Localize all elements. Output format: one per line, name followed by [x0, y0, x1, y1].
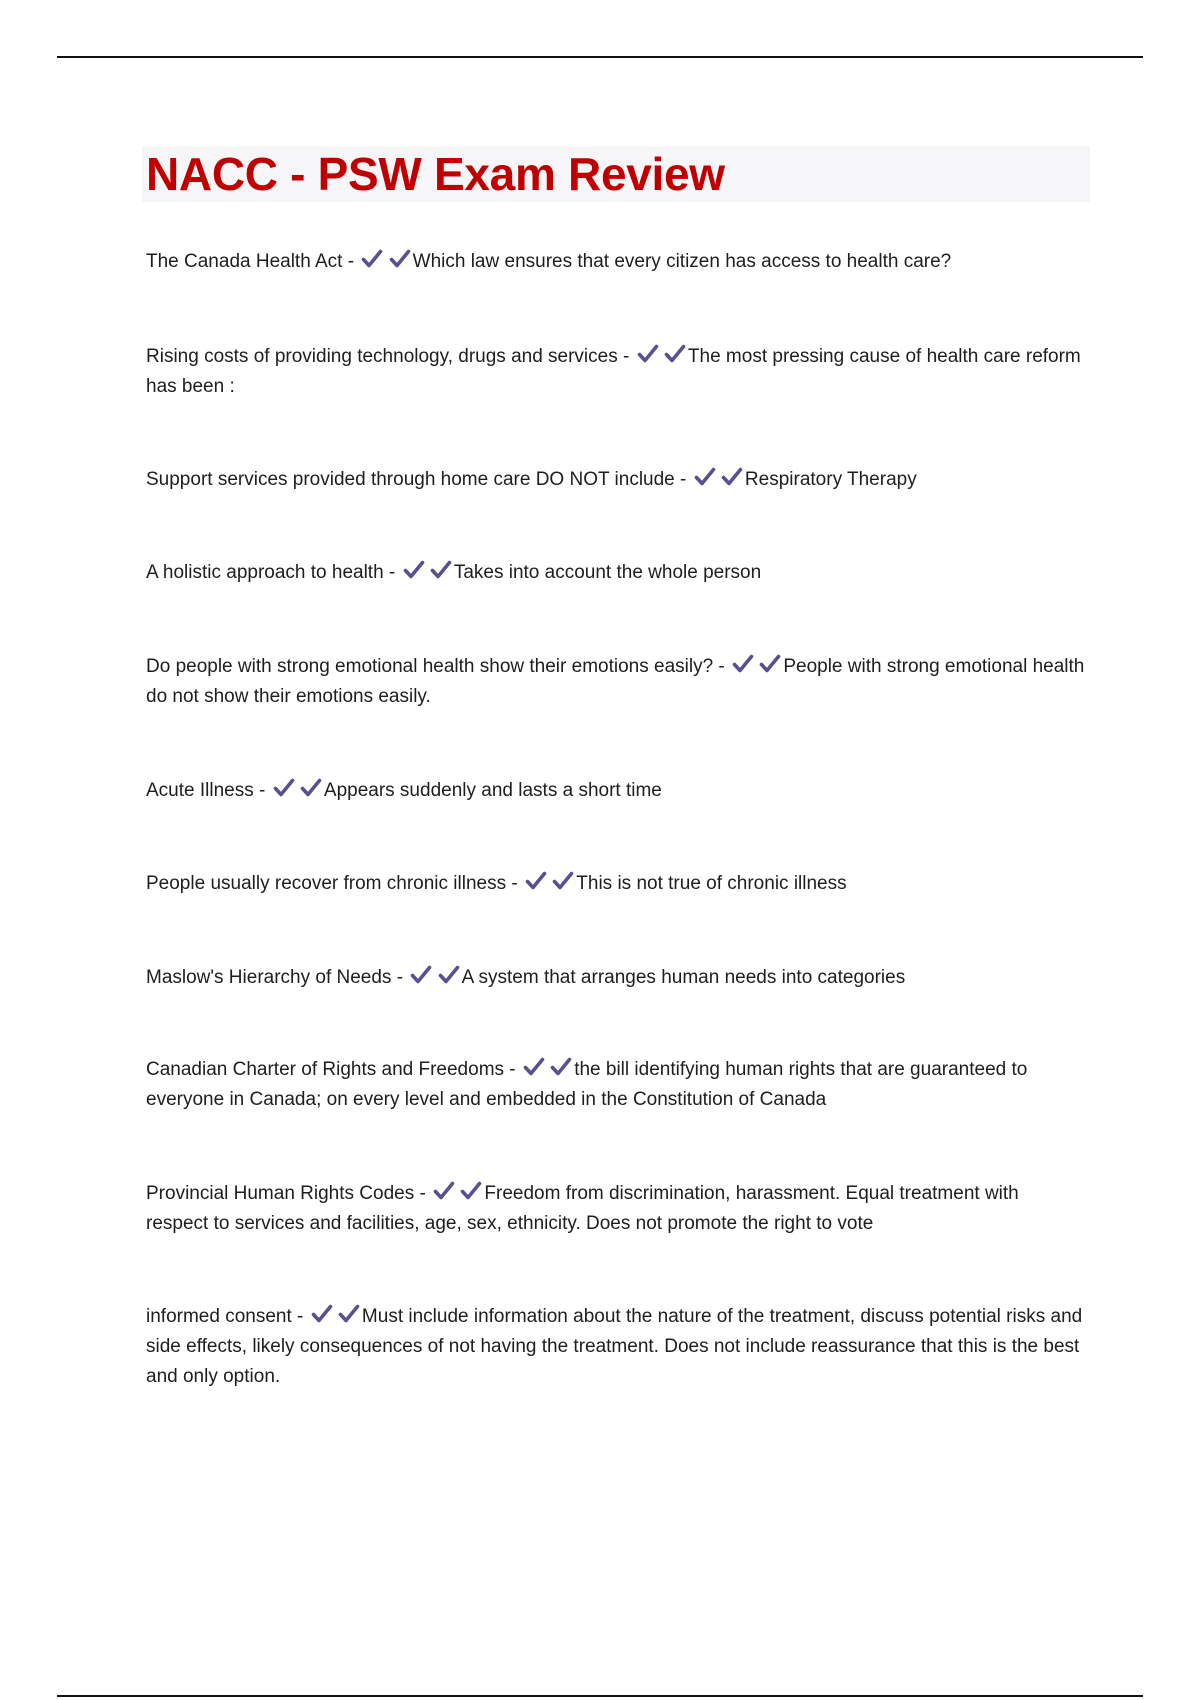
check-pair [523, 1055, 572, 1085]
qa-item [146, 1179, 1086, 1239]
qa-answer: Which law ensures that every citizen has access to health care? [412, 251, 952, 272]
check-pair [403, 558, 452, 588]
check-pair [361, 247, 410, 277]
qa-term: Maslow's Hierarchy of Needs - [146, 967, 404, 988]
check-mark-icon [664, 343, 686, 365]
qa-answer: Must include information about the nature of the treatment, discuss potential risks and side effects, likely consequences of not having the treatment. Does not include reassurance that this is the best and only option. [146, 1306, 1083, 1387]
check-pair [637, 342, 686, 372]
qa-item [146, 1055, 1086, 1115]
check-mark-icon [525, 870, 547, 892]
top-rule [57, 56, 1143, 58]
check-mark-icon [438, 964, 460, 986]
check-mark-icon [433, 1180, 455, 1202]
check-mark-icon [460, 1180, 482, 1202]
bottom-rule [57, 1695, 1143, 1697]
qa-item [146, 1302, 1086, 1392]
qa-item [146, 247, 1086, 277]
qa-answer: Respiratory Therapy [744, 469, 917, 490]
qa-item [146, 652, 1086, 712]
check-pair [433, 1179, 482, 1209]
qa-answer: the bill identifying human rights that are guaranteed to everyone in Canada; on every level and embedded in the Constitution of Canada [146, 1059, 1028, 1110]
qa-term: Rising costs of providing technology, drugs and services - [146, 346, 630, 367]
qa-answer: This is not true of chronic illness [576, 873, 847, 894]
check-mark-icon [410, 964, 432, 986]
check-mark-icon [550, 1056, 572, 1078]
check-pair [273, 776, 322, 806]
check-mark-icon [403, 559, 425, 581]
qa-term: A holistic approach to health - [146, 562, 396, 583]
qa-term: informed consent - [146, 1306, 304, 1327]
check-mark-icon [637, 343, 659, 365]
check-mark-icon [338, 1303, 360, 1325]
qa-item [146, 869, 1086, 899]
qa-answer: Appears suddenly and lasts a short time [323, 780, 662, 801]
qa-answer: The most pressing cause of health care reform has been : [146, 346, 1081, 397]
check-mark-icon [361, 248, 383, 270]
qa-term: The Canada Health Act - [146, 251, 355, 272]
qa-item [146, 963, 1086, 993]
check-mark-icon [389, 248, 411, 270]
qa-item [146, 342, 1086, 402]
qa-answer: Freedom from discrimination, harassment. Equal treatment with respect to services and facilities, age, sex, ethnicity. Does not promote the right to vote [146, 1183, 1019, 1234]
page-title: NACC - PSW Exam Review [146, 148, 725, 200]
qa-term: Acute Illness - [146, 780, 266, 801]
qa-term: Provincial Human Rights Codes - [146, 1183, 426, 1204]
check-mark-icon [552, 870, 574, 892]
check-mark-icon [759, 653, 781, 675]
qa-term: Do people with strong emotional health show their emotions easily? - [146, 656, 725, 677]
check-mark-icon [721, 466, 743, 488]
check-pair [311, 1302, 360, 1332]
check-mark-icon [523, 1056, 545, 1078]
qa-term: People usually recover from chronic illness - [146, 873, 518, 894]
check-mark-icon [430, 559, 452, 581]
check-mark-icon [300, 777, 322, 799]
check-mark-icon [732, 653, 754, 675]
qa-item [146, 465, 1086, 495]
check-pair [732, 652, 781, 682]
qa-answer: Takes into account the whole person [453, 562, 762, 583]
qa-item [146, 776, 1086, 806]
qa-item [146, 558, 1086, 588]
check-pair [525, 869, 574, 899]
check-mark-icon [694, 466, 716, 488]
qa-answer: People with strong emotional health do not show their emotions easily. [146, 656, 1085, 707]
check-pair [694, 465, 743, 495]
qa-term: Canadian Charter of Rights and Freedoms - [146, 1059, 516, 1080]
check-mark-icon [311, 1303, 333, 1325]
qa-term: Support services provided through home care DO NOT include - [146, 469, 687, 490]
qa-answer: A system that arranges human needs into categories [461, 967, 906, 988]
check-mark-icon [273, 777, 295, 799]
check-pair [410, 963, 459, 993]
